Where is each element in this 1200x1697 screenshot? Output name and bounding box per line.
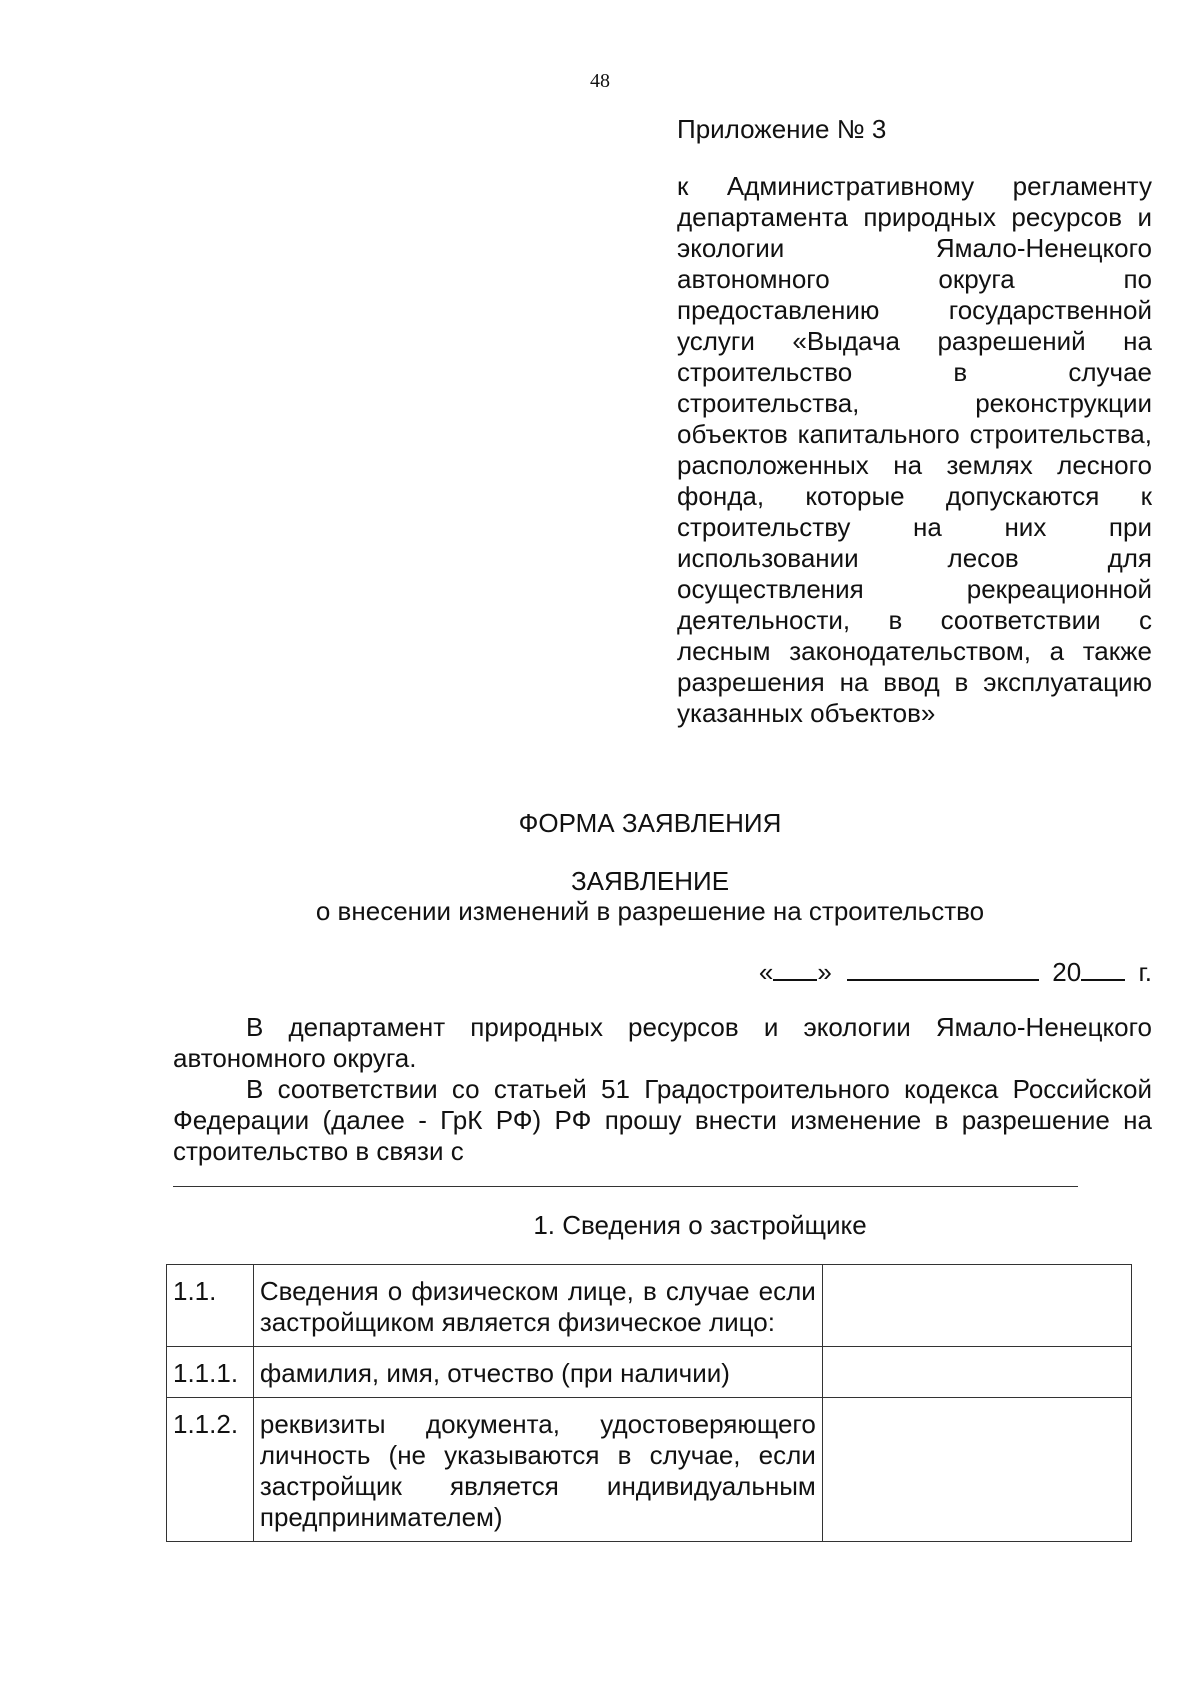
date-open-quote: « [758,957,774,987]
year-suffix: г. [1138,957,1152,987]
statement-subtitle: о внесении изменений в разрешение на строительство [315,896,985,926]
reason-fill-line [173,1186,1078,1187]
section-title: 1. Сведения о застройщике [533,1210,867,1240]
page-number: 48 [590,70,610,92]
body-paragraph-2: В соответствии со статьей 51 Градостроительного кодекса Российской Федерации (далее - ГрК РФ) РФ прошу внести изменение в разрешение на строительство в связи с [173,1074,1152,1166]
appendix-body: к Административному регламенту департамента природных ресурсов и экологии Ямало-Ненецкого автономного округа по предоставлению государственной услуги «Выдача разрешений на строительство в случае строительства, реконструкции объектов капитального строительства, расположенных на землях лесного фонда, которые допускаются к строительству на них при использовании лесов для осуществления рекреационной деятельности, в соответствии с лесным законодательством, а также разрешения на ввод в эксплуатацию указанных объектов» [677,171,1152,728]
day-blank [773,955,817,981]
year-blank [1081,955,1125,981]
form-title: ФОРМА ЗАЯВЛЕНИЯ [518,808,782,838]
appendix-title: Приложение № 3 [677,114,887,144]
year-prefix: 20 [1052,957,1082,987]
table-row [167,1265,1132,1347]
row-value[interactable] [822,1398,1131,1542]
date-close-quote: » [817,957,832,987]
statement-body [173,1012,1152,1167]
body-paragraph-1: В департамент природных ресурсов и экологии Ямало-Ненецкого автономного округа. [173,1012,1152,1073]
row-value[interactable] [822,1265,1131,1347]
table-row [167,1398,1132,1542]
row-number: 1.1.2. [167,1398,254,1542]
row-label: реквизиты документа, удостоверяющего личность (не указываются в случае, если застройщик является индивидуальным предпринимателем) [253,1398,822,1542]
developer-info-table [166,1264,1132,1542]
month-blank [847,955,1039,981]
row-number: 1.1.1. [167,1347,254,1398]
date-line [759,955,1152,988]
statement-heading [0,866,1200,926]
row-label: Сведения о физическом лице, в случае если застройщиком является физическое лицо: [253,1265,822,1347]
row-value[interactable] [822,1347,1131,1398]
row-label: фамилия, имя, отчество (при наличии) [253,1347,822,1398]
row-number: 1.1. [167,1265,254,1347]
statement-title: ЗАЯВЛЕНИЕ [570,866,730,896]
table-row [167,1347,1132,1398]
